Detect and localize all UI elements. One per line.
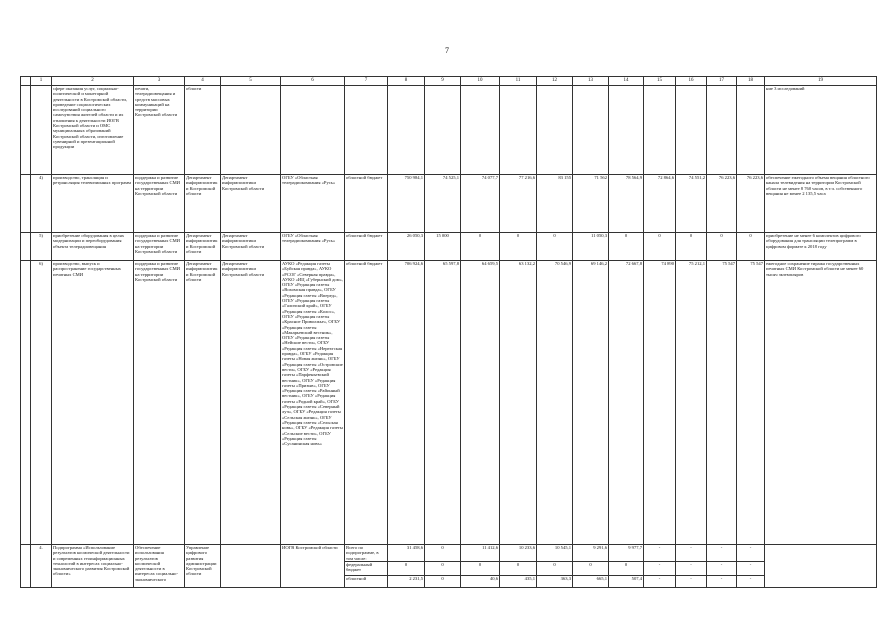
value-cell: 71 562 bbox=[573, 175, 609, 233]
value-cell: - bbox=[644, 545, 676, 562]
value-cell: 76 223,6 bbox=[707, 175, 737, 233]
value-cell: 64 659,5 bbox=[461, 261, 500, 545]
col-18: 18 bbox=[737, 77, 765, 86]
value-cell: 0 bbox=[461, 562, 500, 576]
value-cell: 76 223,6 bbox=[737, 175, 765, 233]
value-cell: 75 547 bbox=[737, 261, 765, 545]
value-cell: 0 bbox=[644, 233, 676, 261]
value-cell: 750 984,1 bbox=[388, 175, 425, 233]
funding-source: областной бюджет bbox=[345, 261, 388, 545]
col-14: 14 bbox=[609, 77, 644, 86]
value-cell: 65 597,8 bbox=[425, 261, 461, 545]
responsible: области bbox=[185, 86, 221, 175]
value-cell: 706 924,6 bbox=[388, 261, 425, 545]
value-cell: 507,4 bbox=[609, 576, 644, 588]
col-13: 13 bbox=[573, 77, 609, 86]
value-cell: - bbox=[737, 576, 765, 588]
measure-goal: поддержка и развитие государственных СМИ на территории Костромской области bbox=[134, 233, 185, 261]
coordinator: Департамент информполитики Костромской области bbox=[221, 261, 281, 545]
value-cell: 363,3 bbox=[537, 576, 573, 588]
value-cell: 0 bbox=[573, 562, 609, 576]
table-row bbox=[21, 233, 877, 261]
value-cell: - bbox=[644, 562, 676, 576]
responsible: Департамент информполитики Костромской области bbox=[185, 175, 221, 233]
col-19: 19 bbox=[765, 77, 877, 86]
executor: АУКО «Редакция газеты «Буйская правда», АУКО «РСОГ «Северная правда», АУКО «ИЦ «Губернский дом», ОГБУ «Редакция газеты «Вохомская правда», ОГБУ «Редакция газеты «Вперед», ОГБУ «Редакция газеты «Галичский край», ОГБУ «Редакция газеты «Колос», ОГБУ «Редакция газеты «Красное Приволжье», ОГБУ «Редакция газеты «Макарьевский вестник», ОГБУ «Редакция газеты «Нейские вести», ОГБУ «Редакция газеты «Нерехтская правда», ОГБУ «Редакция газеты «Новая жизнь», ОГБУ «Редакция газеты «Островские вести», ОГБУ «Редакция газеты «Парфеньевский вестник», ОГБУ «Редакция газеты «Призыв», ОГБУ «Редакция газеты «Районный вестник», ОГБУ «Редакция газеты «Родной край», ОГБУ «Редакция газеты «Северный луч», ОГБУ «Редакция газеты «Сельская жизнь», ОГБУ «Редакция газеты «Сельская новь», ОГБУ «Редакция газеты «Сельские вести», ОГБУ «Редакция газеты «Сусанинская новь» bbox=[281, 261, 345, 545]
value-cell: - bbox=[707, 562, 737, 576]
responsible: Департамент информполитики Костромской области bbox=[185, 233, 221, 261]
value-cell: 77 216,6 bbox=[500, 175, 537, 233]
expected-result: приобретение не менее 6 комплектов цифрового оборудования для трансляции телепрограмм в цифровом формате к 2018 году bbox=[765, 233, 877, 261]
value-cell: 11 050,3 bbox=[573, 233, 609, 261]
value-cell: - bbox=[676, 545, 707, 562]
value-cell: 40,6 bbox=[461, 576, 500, 588]
value-cell: 9 291,6 bbox=[573, 545, 609, 562]
value-cell: - bbox=[676, 562, 707, 576]
funding-source: областной bbox=[345, 576, 388, 588]
col-7: 7 bbox=[345, 77, 388, 86]
value-cell: 0 bbox=[707, 233, 737, 261]
value-cell: 435,1 bbox=[500, 576, 537, 588]
col-4: 4 bbox=[185, 77, 221, 86]
executor: ИОГВ Костромской области bbox=[281, 545, 345, 588]
value-cell: 72 667,8 bbox=[609, 261, 644, 545]
value-cell: 0 bbox=[500, 233, 537, 261]
value-cell: 0 bbox=[676, 233, 707, 261]
value-cell: 75 212,1 bbox=[676, 261, 707, 545]
value-cell: 0 bbox=[537, 233, 573, 261]
measure-goal: поддержка и развитие государственных СМИ на территории Костромской области bbox=[134, 175, 185, 233]
measure-name: производство, трансляция и ретрансляция телевизионных программ bbox=[52, 175, 134, 233]
value-cell: - bbox=[644, 576, 676, 588]
program-table bbox=[20, 76, 877, 588]
col-11: 11 bbox=[500, 77, 537, 86]
page-number: 7 bbox=[445, 46, 449, 55]
value-cell: - bbox=[676, 576, 707, 588]
value-cell: 83 155 bbox=[537, 175, 573, 233]
col-1: 1 bbox=[31, 77, 52, 86]
table-row bbox=[21, 261, 877, 545]
expected-result: обеспечение ежегодного объема вещания областного канала телевидения на территории Костромской области не менее 8 760 часов, в т.ч. собственного вещания не менее 2 135,5 часа bbox=[765, 175, 877, 233]
executor: ОГБУ «Областная телерадиокомпания «Русь» bbox=[281, 175, 345, 233]
value-cell: 74 525,1 bbox=[425, 175, 461, 233]
value-cell: 0 bbox=[425, 545, 461, 562]
value-cell: 26 050,3 bbox=[388, 233, 425, 261]
measure-goal: поддержка и развитие государственных СМИ на территории Костромской области bbox=[134, 261, 185, 545]
value-cell: 78 564,9 bbox=[609, 175, 644, 233]
row-number: 4. bbox=[31, 545, 52, 588]
value-cell: 0 bbox=[425, 576, 461, 588]
responsible: Управление цифрового развития администрации Костромской области bbox=[185, 545, 221, 588]
measure-name: приобретение оборудования в целях модернизации и переоборудования объекта телерадиовещания bbox=[52, 233, 134, 261]
value-cell: 0 bbox=[609, 562, 644, 576]
value-cell: 10 545,1 bbox=[537, 545, 573, 562]
executor: ОГБУ «Областная телерадиокомпания «Русь» bbox=[281, 233, 345, 261]
value-cell: 0 bbox=[537, 562, 573, 576]
value-cell: 31 458,6 bbox=[388, 545, 425, 562]
value-cell: 665,1 bbox=[573, 576, 609, 588]
value-cell: 74 890 bbox=[644, 261, 676, 545]
col-8: 8 bbox=[388, 77, 425, 86]
table-row bbox=[21, 545, 877, 562]
measure-goal: печати, телерадиовещания и средств массовых коммуникаций на территории Костромской области bbox=[134, 86, 185, 175]
value-cell: 69 146,2 bbox=[573, 261, 609, 545]
value-cell: 63 132,2 bbox=[500, 261, 537, 545]
col-17: 17 bbox=[707, 77, 737, 86]
value-cell: 0 bbox=[500, 562, 537, 576]
value-cell: 0 bbox=[425, 562, 461, 576]
value-cell: 70 546,9 bbox=[537, 261, 573, 545]
col-15: 15 bbox=[644, 77, 676, 86]
value-cell: 9 977,7 bbox=[609, 545, 644, 562]
col-16: 16 bbox=[676, 77, 707, 86]
funding-source: Всего по подпрограмме, в том числе: bbox=[345, 545, 388, 562]
column-number-row bbox=[21, 77, 877, 86]
value-cell: 72 864,6 bbox=[644, 175, 676, 233]
value-cell: - bbox=[737, 545, 765, 562]
value-cell: - bbox=[707, 545, 737, 562]
col-12: 12 bbox=[537, 77, 573, 86]
col-2: 2 bbox=[52, 77, 134, 86]
col-5: 5 bbox=[221, 77, 281, 86]
value-cell: 74 551,2 bbox=[676, 175, 707, 233]
value-cell: 75 547 bbox=[707, 261, 737, 545]
funding-source: областной бюджет bbox=[345, 233, 388, 261]
expected-result: ние 3 исследований bbox=[765, 86, 877, 175]
measure-goal: Обеспечение использования результатов космической деятельности в интересах социально-экономического bbox=[134, 545, 185, 588]
coordinator: Департамент информполитики Костромской области bbox=[221, 175, 281, 233]
value-cell: 0 bbox=[737, 233, 765, 261]
value-cell: 2 231,5 bbox=[388, 576, 425, 588]
measure-name: сфере оказания услуг, социально-политической и монетарной деятельности в Костромской области, проведение социологических исследований социального самочувствия жителей области и их отношения к деятельности ИОГВ Костромской области и ОМС муниципальных образований Костромской области, изготовление сувенирной и презентационной продукции bbox=[52, 86, 134, 175]
responsible: Департамент информполитики Костромской области bbox=[185, 261, 221, 545]
row-number: 6) bbox=[31, 261, 52, 545]
subprogram-name: Подпрограмма «Использование результатов космической деятельности и современных геоинформационных технологий в интересах социально-экономического развития Костромской области» bbox=[52, 545, 134, 588]
value-cell: 74 077,7 bbox=[461, 175, 500, 233]
col-9: 9 bbox=[425, 77, 461, 86]
col-10: 10 bbox=[461, 77, 500, 86]
funding-source: федеральный бюджет bbox=[345, 562, 388, 576]
table-row bbox=[21, 175, 877, 233]
row-number: 4) bbox=[31, 175, 52, 233]
table-row bbox=[21, 86, 877, 175]
value-cell: 0 bbox=[609, 233, 644, 261]
value-cell: - bbox=[737, 562, 765, 576]
row-number: 5) bbox=[31, 233, 52, 261]
value-cell: 0 bbox=[388, 562, 425, 576]
value-cell: 15 000 bbox=[425, 233, 461, 261]
value-cell: 10 233,6 bbox=[500, 545, 537, 562]
col-3: 3 bbox=[134, 77, 185, 86]
funding-source: областной бюджет bbox=[345, 175, 388, 233]
value-cell: 11 412,6 bbox=[461, 545, 500, 562]
col-6: 6 bbox=[281, 77, 345, 86]
value-cell: - bbox=[707, 576, 737, 588]
coordinator: Департамент информполитики Костромской области bbox=[221, 233, 281, 261]
value-cell: 0 bbox=[461, 233, 500, 261]
measure-name: производство, выпуск и распространение государственных печатных СМИ bbox=[52, 261, 134, 545]
expected-result: ежегодное сохранение тиража государственных печатных СМИ Костромской области не менее 60 тысяч экземпляров bbox=[765, 261, 877, 545]
